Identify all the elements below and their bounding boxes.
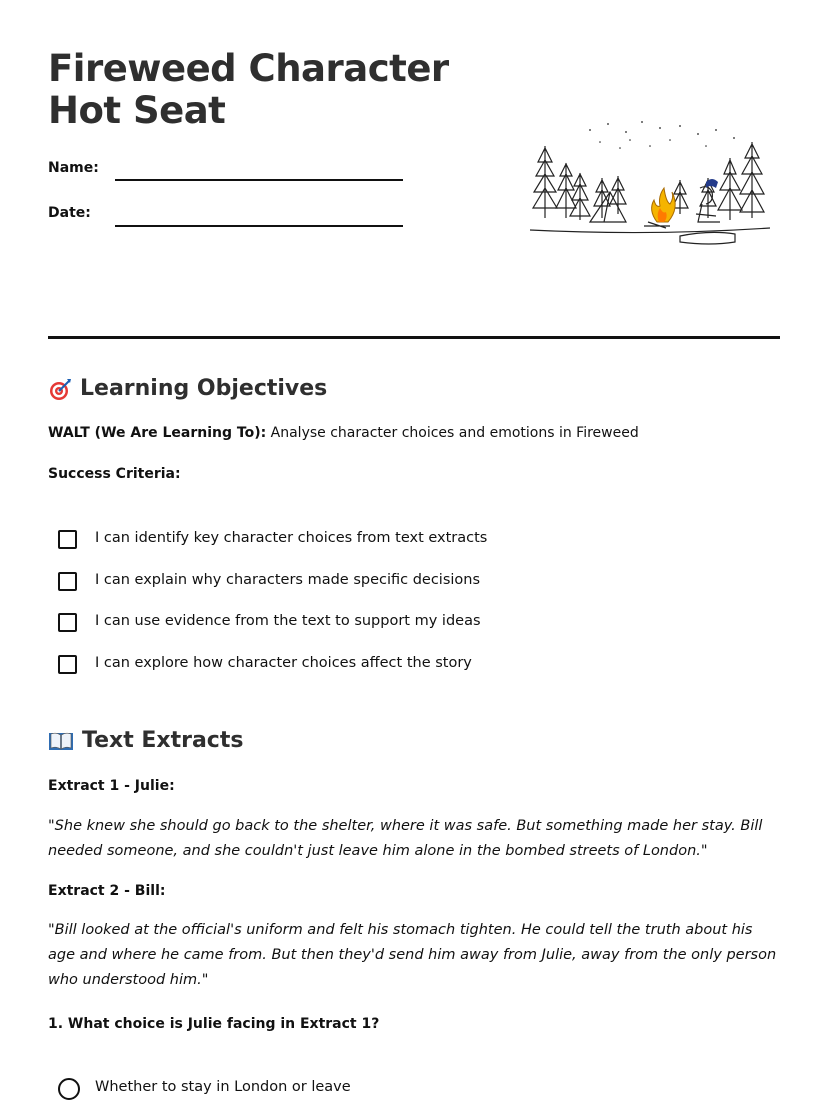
worksheet-title: Fireweed Character Hot Seat: [48, 47, 449, 132]
question-1-option-1: Whether to stay in London or leave: [95, 1079, 351, 1095]
campfire-illustration: [530, 118, 770, 250]
criteria-checkbox-3[interactable]: [58, 613, 77, 632]
walt-text: Analyse character choices and emotions in Fireweed: [270, 425, 639, 441]
date-label: Date:: [48, 205, 91, 221]
name-line[interactable]: [115, 179, 403, 181]
open-book-icon: [48, 730, 74, 752]
question-1-prompt: [48, 1016, 379, 1032]
criteria-checkbox-1[interactable]: [58, 530, 77, 549]
criteria-checkbox-4[interactable]: [58, 655, 77, 674]
criteria-item-3: I can use evidence from the text to support my ideas: [95, 613, 481, 629]
extract-1-label-text: Extract 1 - Julie:: [48, 778, 175, 794]
target-icon: [48, 377, 72, 401]
walt-statement: [48, 425, 639, 441]
success-criteria-label-text: Success Criteria:: [48, 466, 181, 482]
date-field[interactable]: [48, 205, 91, 221]
name-field[interactable]: [48, 160, 99, 176]
extract-2-quote: "Bill looked at the official's uniform and felt his stomach tighten. He could tell the truth about his age and where he came from. But then they'd send him away from Julie, away from the only person who understood him.": [48, 922, 777, 988]
criteria-item-4: I can explore how character choices affect the story: [95, 655, 472, 671]
question-1-option-1-radio[interactable]: [58, 1078, 80, 1100]
criteria-checkbox-2[interactable]: [58, 572, 77, 591]
extracts-heading-text: Text Extracts: [82, 728, 244, 753]
success-criteria-label: [48, 466, 181, 482]
extract-1-quote: "She knew she should go back to the shelter, where it was safe. But something made her stay. Bill needed someone, and she couldn't just leave him alone in the bombed streets of London.": [48, 818, 763, 859]
name-label: Name:: [48, 160, 99, 176]
criteria-item-1: I can identify key character choices from text extracts: [95, 530, 488, 546]
extract-1-label: [48, 778, 175, 794]
extract-2-label-text: Extract 2 - Bill:: [48, 883, 166, 899]
date-line[interactable]: [115, 225, 403, 227]
walt-label: WALT (We Are Learning To):: [48, 425, 267, 441]
objectives-heading: [48, 376, 327, 401]
question-1-prompt-text: 1. What choice is Julie facing in Extract 1?: [48, 1016, 380, 1032]
extract-2-label: [48, 883, 165, 899]
objectives-heading-text: Learning Objectives: [80, 376, 328, 401]
extracts-heading: [48, 728, 243, 753]
criteria-item-2: I can explain why characters made specific decisions: [95, 572, 481, 588]
section-divider: [48, 336, 780, 339]
